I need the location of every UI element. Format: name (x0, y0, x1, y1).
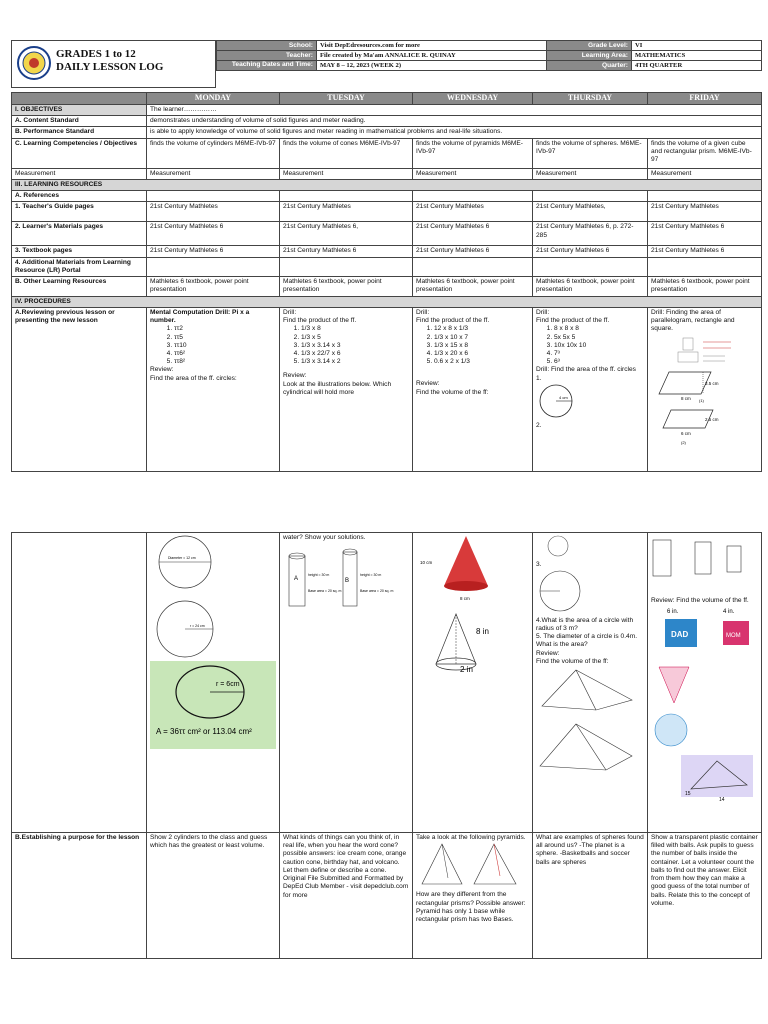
day-tuesday: TUESDAY (280, 93, 413, 105)
tg-mon: 21st Century Mathletes (147, 202, 280, 222)
thu-find: Find the product of the ff. (536, 317, 610, 325)
purpose-wed (413, 833, 533, 959)
grade-value: VI (632, 41, 762, 51)
lm-tue: 21st Century Mathletes 6, (280, 222, 413, 246)
mon-item: 1. ττ2 (174, 325, 276, 333)
measurement-label: Measurement (12, 168, 147, 179)
review-continued-label (12, 533, 147, 833)
content-standard: demonstrates understanding of volume of solid figures and meter reading. (147, 116, 762, 127)
thu-item: 2. 5x 5x 5 (554, 334, 644, 342)
wed-drill: Drill: (416, 308, 430, 316)
dates-value: MAY 8 – 12, 2023 (WEEK 2) (317, 61, 547, 71)
tue-B: B (345, 578, 350, 585)
tue-hA: height = 30 m (308, 573, 330, 578)
header-info-table (216, 40, 761, 71)
deped-seal-icon (17, 46, 51, 80)
wed-2in: 2 in (460, 665, 473, 674)
pyramids-figures-icon (536, 666, 644, 776)
lm-thu: 21st Century Mathletes 6, p. 272-285 (533, 222, 648, 246)
measurement-thu: Measurement (533, 168, 648, 179)
tg-tue: 21st Century Mathletes (280, 202, 413, 222)
lm-label: 2. Learner's Materials pages (12, 222, 147, 246)
wed-item: 3. 1/3 x 15 x 8 (434, 342, 529, 350)
thu-q5: 5. The diameter of a circle is 0.4m. What is the area? (536, 633, 638, 649)
fri-q1: (1) (699, 397, 704, 403)
wed-8cm: 8 cm (460, 596, 470, 601)
tue-bA: Base area = 20 sq. m (308, 589, 342, 594)
review-tue (280, 307, 413, 471)
solids-figures-icon (651, 605, 759, 805)
competency-tue: finds the volume of cones M6ME-IVb-97 (280, 138, 413, 168)
tue-water: water? Show your solutions. (283, 534, 366, 541)
day-friday: FRIDAY (648, 93, 762, 105)
learner-text: The learner…………… (147, 105, 762, 116)
lm-fri: 21st Century Mathletes 6 (648, 222, 762, 246)
purpose-mon: Show 2 cylinders to the class and guess which has the greatest or least volume. (147, 833, 280, 959)
area-label: Learning Area: (547, 51, 632, 61)
purpose-label: B.Establishing a purpose for the lesson (12, 833, 147, 959)
cylinders-figure-icon (283, 542, 409, 612)
school-value: Visit DepEdresources.com for more (317, 41, 547, 51)
header-logo-block (11, 40, 216, 88)
purpose-wed-text: Take a look at the following pyramids. (416, 834, 526, 841)
thu-4cm: 4 cm (559, 394, 568, 400)
day-monday: MONDAY (147, 93, 280, 105)
performance-standard: is able to apply knowledge of volume of solid figures and meter reading in mathematical problems and real-life situations. (147, 127, 762, 138)
measurement-wed: Measurement (413, 168, 533, 179)
mon-item: 2. ττ5 (174, 334, 276, 342)
competency-wed: finds the volume of pyramids M6ME-IVb-97 (413, 138, 533, 168)
day-thursday: THURSDAY (533, 93, 648, 105)
mon-item: 3. ττ10 (174, 342, 276, 350)
cones-figures-icon (416, 534, 533, 704)
thu-n2: 2. (536, 422, 542, 430)
area-value: MATHEMATICS (632, 51, 762, 61)
thu-drill: Drill: (536, 308, 550, 316)
resources-heading: III. LEARNING RESOURCES (12, 179, 762, 190)
wed-8in: 8 in (476, 627, 489, 636)
sphere-small-icon (536, 534, 596, 558)
wed-item: 2. 1/3 x 10 x 7 (434, 334, 529, 342)
other-thu: Mathletes 6 textbook, power point presentation (533, 277, 648, 296)
tue-item: 3. 1/3 x 3.14 x 3 (301, 342, 409, 350)
teacher-label: Teacher: (217, 51, 317, 61)
thu-review: Review: (536, 649, 560, 657)
content-standard-label: A. Content Standard (12, 116, 147, 127)
thu-q4: 4.What is the area of a circle with radius of 3 m? (536, 616, 634, 632)
mon-formula: A = 36ττ cm² or 113.04 cm² (156, 727, 252, 736)
review-mon (147, 307, 280, 471)
fri-a: 3.5 cm (705, 380, 719, 386)
area-worksheet-icon (675, 336, 735, 366)
other-wed: Mathletes 6 textbook, power point presentation (413, 277, 533, 296)
tue-A: A (294, 576, 299, 583)
tue-look: Look at the illustrations below. Which cylindrical will hold more (283, 380, 392, 396)
measurement-mon: Measurement (147, 168, 280, 179)
competency-fri: finds the volume of a given cube and rectangular prism. M6ME-IVb-97 (648, 138, 762, 168)
tb-tue: 21st Century Mathletes 6 (280, 246, 413, 257)
other-mon: Mathletes 6 textbook, power point presentation (147, 277, 280, 296)
fri-b: 8 cm (681, 395, 691, 401)
tg-fri: 21st Century Mathletes (648, 202, 762, 222)
title-dll: DAILY LESSON LOG (56, 61, 164, 73)
mon-find: Find the area of the ff. circles: (150, 374, 237, 382)
tb-wed: 21st Century Mathletes 6 (413, 246, 533, 257)
thu-3: 3. (536, 561, 542, 569)
lm-mon: 21st Century Mathletes 6 (147, 222, 280, 246)
lesson-table-page2 (11, 532, 761, 959)
wed-vol: Find the volume of the ff: (416, 388, 489, 396)
fri-q2: (2) (681, 439, 686, 445)
tue-item: 2. 1/3 x 5 (301, 334, 409, 342)
title-grades: GRADES 1 to 12 (56, 48, 136, 60)
mon-r2: r = 6cm (216, 681, 240, 688)
purpose-fri: Show a transparent plastic container filled with balls. Ask pupils to guess the number of balls inside the container. Let a volunteer count the balls to find out the answer. Elicit from them how they can make a good guess of the total number of balls. Relate this to the concept of volume. (648, 833, 762, 959)
purpose-thu: What are examples of spheres found all around us? -The planet is a sphere. -Basketballs and soccer balls are spheres (533, 833, 648, 959)
tg-thu: 21st Century Mathletes, (533, 202, 648, 222)
fri-mom: MOM (726, 633, 741, 640)
circle-figure-icon (536, 383, 576, 419)
day-wednesday: WEDNESDAY (413, 93, 533, 105)
mon-r: r = 24 cm (190, 624, 205, 628)
fri-4in: 4 in. (723, 609, 735, 616)
parallelogram-figures-icon (651, 368, 759, 448)
fri-15: 15 (685, 791, 691, 798)
tue-review: Review: (283, 372, 307, 380)
dates-label: Teaching Dates and Time: (217, 61, 317, 71)
tb-label: 3. Textbook pages (12, 246, 147, 257)
mon-dia: Diameter = 12 cm (168, 556, 196, 560)
fri-14: 14 (719, 797, 725, 804)
fri-d: 6 cm (681, 430, 691, 436)
other-tue: Mathletes 6 textbook, power point presentation (280, 277, 413, 296)
lm-wed: 21st Century Mathletes 6 (413, 222, 533, 246)
mon-drill-title: Mental Computation Drill: Pi x a number. (150, 308, 250, 325)
teacher-value: File created by Ma'am ANNALICE R. QUINAY (317, 51, 547, 61)
tue-hB: height = 30 m (360, 573, 382, 578)
p2-fri (648, 533, 762, 833)
additional-materials-label: 4. Additional Materials from Learning Resource (LR) Portal (12, 257, 147, 276)
quarter-label: Quarter: (547, 61, 632, 71)
tb-thu: 21st Century Mathletes 6 (533, 246, 648, 257)
tg-label: 1. Teacher's Guide pages (12, 202, 147, 222)
review-label: A.Reviewing previous lesson or presenting the new lesson (12, 307, 147, 471)
purpose-tue: What kinds of things can you think of, in real life, when you hear the word cone? possible answers: ice cream cone, orange caution cone, birthday hat, and volcano. Let them define or describe a cone. Original File Submitted and Formatted by DepEd Club Member - visit depedclub.com for more (280, 833, 413, 959)
fri-dad: DAD (671, 630, 689, 640)
thu-drill2: Drill: Find the area of the ff. circles (536, 366, 636, 374)
p2-tue (280, 533, 413, 833)
wed-10cm: 10 cm (420, 560, 433, 565)
review-wed (413, 307, 533, 471)
tue-item: 4. 1/3 x 22/7 x 6 (301, 350, 409, 358)
competency-mon: finds the volume of cylinders M6ME-IVb-97 (147, 138, 280, 168)
mon-review: Review: (150, 366, 174, 374)
rectangles-figure-icon (651, 534, 759, 594)
circles-figures-icon (150, 534, 276, 784)
wed-question: How are they different from the rectangular prisms? Possible answer: Pyramid has only 1 base while rectangular prism has two Bases. (416, 891, 526, 924)
review-thu (533, 307, 648, 471)
tue-drill: Drill: (283, 308, 297, 316)
competency-thu: finds the volume of spheres. M6ME-IVb-97 (533, 138, 648, 168)
fri-c: 2.5 cm (705, 416, 719, 422)
p2-mon (147, 533, 280, 833)
thu-item: 1. 8 x 8 x 8 (554, 325, 644, 333)
wed-review: Review: (416, 380, 440, 388)
mon-item: 5. ττ8² (174, 358, 276, 366)
wed-item: 1. 12 x 8 x 1/3 (434, 325, 529, 333)
review-fri (648, 307, 762, 471)
tue-bB: Base area = 20 sq. m (360, 589, 394, 594)
performance-standard-label: B. Performance Standard (12, 127, 147, 138)
school-label: School: (217, 41, 317, 51)
p2-thu (533, 533, 648, 833)
thu-item: 5. 6³ (554, 358, 644, 366)
references-label: A. References (12, 191, 147, 202)
tue-find: Find the product of the ff. (283, 317, 357, 325)
thu-item: 4. 7³ (554, 350, 644, 358)
tb-mon: 21st Century Mathletes 6 (147, 246, 280, 257)
tue-item: 1. 1/3 x 8 (301, 325, 409, 333)
quarter-value: 4TH QUARTER (632, 61, 762, 71)
objectives-heading: I. OBJECTIVES (12, 105, 147, 116)
p2-wed (413, 533, 533, 833)
tue-item: 5. 1/3 x 3.14 x 2 (301, 358, 409, 366)
measurement-fri: Measurement (648, 168, 762, 179)
lesson-table-page1 (11, 92, 761, 472)
tg-wed: 21st Century Mathletes (413, 202, 533, 222)
competency-label: C. Learning Competencies / Objectives (12, 138, 147, 168)
mon-item: 4. ττ6² (174, 350, 276, 358)
grade-label: Grade Level: (547, 41, 632, 51)
other-resources-label: B. Other Learning Resources (12, 277, 147, 296)
fri-drill: Drill: Finding the area of parallelogram, rectangle and square. (651, 308, 735, 333)
thu-n1: 1. (536, 374, 542, 382)
thu-vol: Find the volume of the ff: (536, 657, 609, 665)
thu-item: 3. 10x 10x 10 (554, 342, 644, 350)
wed-item: 4. 1/3 x 20 x 6 (434, 350, 529, 358)
fri-6in: 6 in. (667, 609, 679, 616)
circle-radius-icon (536, 569, 596, 613)
fri-review: Review: Find the volume of the ff. (651, 597, 749, 605)
wed-item: 5. 0.6 x 2 x 1/3 (434, 358, 529, 366)
tb-fri: 21st Century Mathletes 6 (648, 246, 762, 257)
other-fri: Mathletes 6 textbook, power point presentation (648, 277, 762, 296)
wed-find: Find the product of the ff. (416, 317, 490, 325)
measurement-tue: Measurement (280, 168, 413, 179)
pyramids-pair-icon (416, 842, 524, 888)
procedures-heading: IV. PROCEDURES (12, 296, 762, 307)
